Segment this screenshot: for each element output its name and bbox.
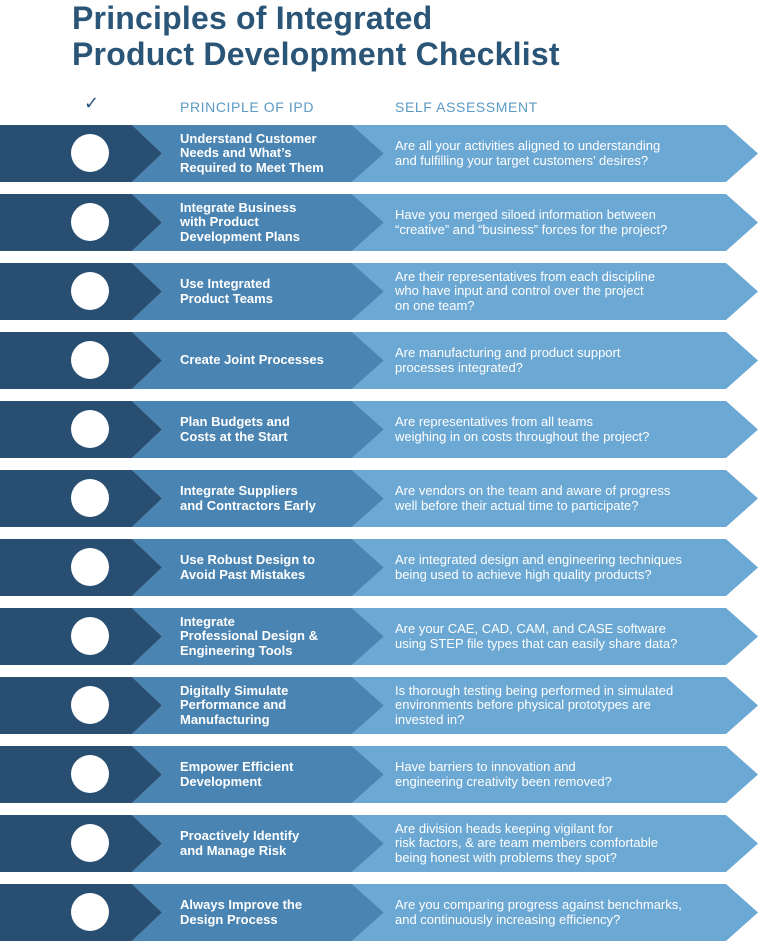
checklist-row-10 — [0, 746, 760, 803]
principle-label: Integrate Suppliers and Contractors Early — [180, 483, 316, 513]
checkbox-circle[interactable] — [71, 410, 109, 448]
principle-label: Proactively Identify and Manage Risk — [180, 828, 300, 858]
checklist-row-2 — [0, 194, 760, 251]
self-assessment-question: Are their representatives from each discipline who have input and control over the project on one team? — [395, 268, 656, 313]
checklist-row-9 — [0, 677, 760, 734]
self-assessment-question: Are all your activities aligned to understanding and fulfilling your target customers’ desires? — [395, 138, 661, 168]
self-assessment-question: Are vendors on the team and aware of progress well before their actual time to participate? — [395, 483, 671, 513]
title-line-2: Product Development Checklist — [72, 36, 560, 72]
checkmark-icon: ✓ — [84, 93, 100, 114]
checkbox-circle[interactable] — [71, 341, 109, 379]
checkbox-circle[interactable] — [71, 893, 109, 931]
title-line-1: Principles of Integrated — [72, 0, 433, 36]
principle-column-header: PRINCIPLE OF IPD — [180, 99, 315, 115]
self-assessment-question: Are integrated design and engineering techniques being used to achieve high quality products? — [395, 552, 682, 582]
assessment-column-header: SELF ASSESSMENT — [395, 99, 538, 115]
self-assessment-question: Have barriers to innovation and engineering creativity been removed? — [395, 759, 612, 789]
principle-label: Understand Customer Needs and What’s Required to Meet Them — [180, 130, 324, 175]
checkbox-circle[interactable] — [71, 617, 109, 655]
self-assessment-question: Are manufacturing and product support processes integrated? — [395, 345, 621, 375]
checkbox-circle[interactable] — [71, 548, 109, 586]
principle-label: Plan Budgets and Costs at the Start — [180, 414, 290, 444]
checkbox-circle[interactable] — [71, 479, 109, 517]
principle-label: Integrate Professional Design & Engineering Tools — [180, 613, 318, 658]
checkbox-circle[interactable] — [71, 755, 109, 793]
checkbox-circle[interactable] — [71, 686, 109, 724]
checklist-row-11 — [0, 815, 760, 872]
principle-label: Always Improve the Design Process — [180, 897, 303, 927]
checklist-row-8 — [0, 608, 760, 665]
checkbox-circle[interactable] — [71, 824, 109, 862]
principle-label: Empower Efficient Development — [180, 759, 294, 789]
checklist-row-1 — [0, 125, 760, 182]
principle-label: Use Integrated Product Teams — [180, 276, 273, 306]
self-assessment-question: Are your CAE, CAD, CAM, and CASE software using STEP file types that can easily share data? — [395, 621, 678, 651]
checkbox-circle[interactable] — [71, 203, 109, 241]
self-assessment-question: Are representatives from all teams weighing in on costs throughout the project? — [395, 414, 650, 444]
page-title — [72, 0, 560, 72]
checkbox-circle[interactable] — [71, 272, 109, 310]
self-assessment-question: Have you merged siloed information between “creative” and “business” forces for the project? — [395, 207, 668, 237]
column-headers — [0, 93, 760, 117]
self-assessment-question: Are division heads keeping vigilant for risk factors, & are team members comfortable being honest with problems they spot? — [395, 820, 658, 865]
self-assessment-question: Are you comparing progress against benchmarks, and continuously increasing efficiency? — [395, 897, 682, 927]
principle-label: Integrate Business with Product Development Plans — [180, 199, 300, 244]
principle-label: Use Robust Design to Avoid Past Mistakes — [180, 552, 316, 582]
checklist-row-3 — [0, 263, 760, 320]
checklist-row-5 — [0, 401, 760, 458]
checklist-row-12 — [0, 884, 760, 941]
checklist-row-7 — [0, 539, 760, 596]
self-assessment-question: Is thorough testing being performed in simulated environments before physical prototypes are invested in? — [395, 682, 674, 727]
checkbox-circle[interactable] — [71, 134, 109, 172]
principle-label: Create Joint Processes — [180, 352, 324, 368]
principle-label: Digitally Simulate Performance and Manufacturing — [180, 682, 289, 727]
checklist-row-4 — [0, 332, 760, 389]
checklist-row-6 — [0, 470, 760, 527]
